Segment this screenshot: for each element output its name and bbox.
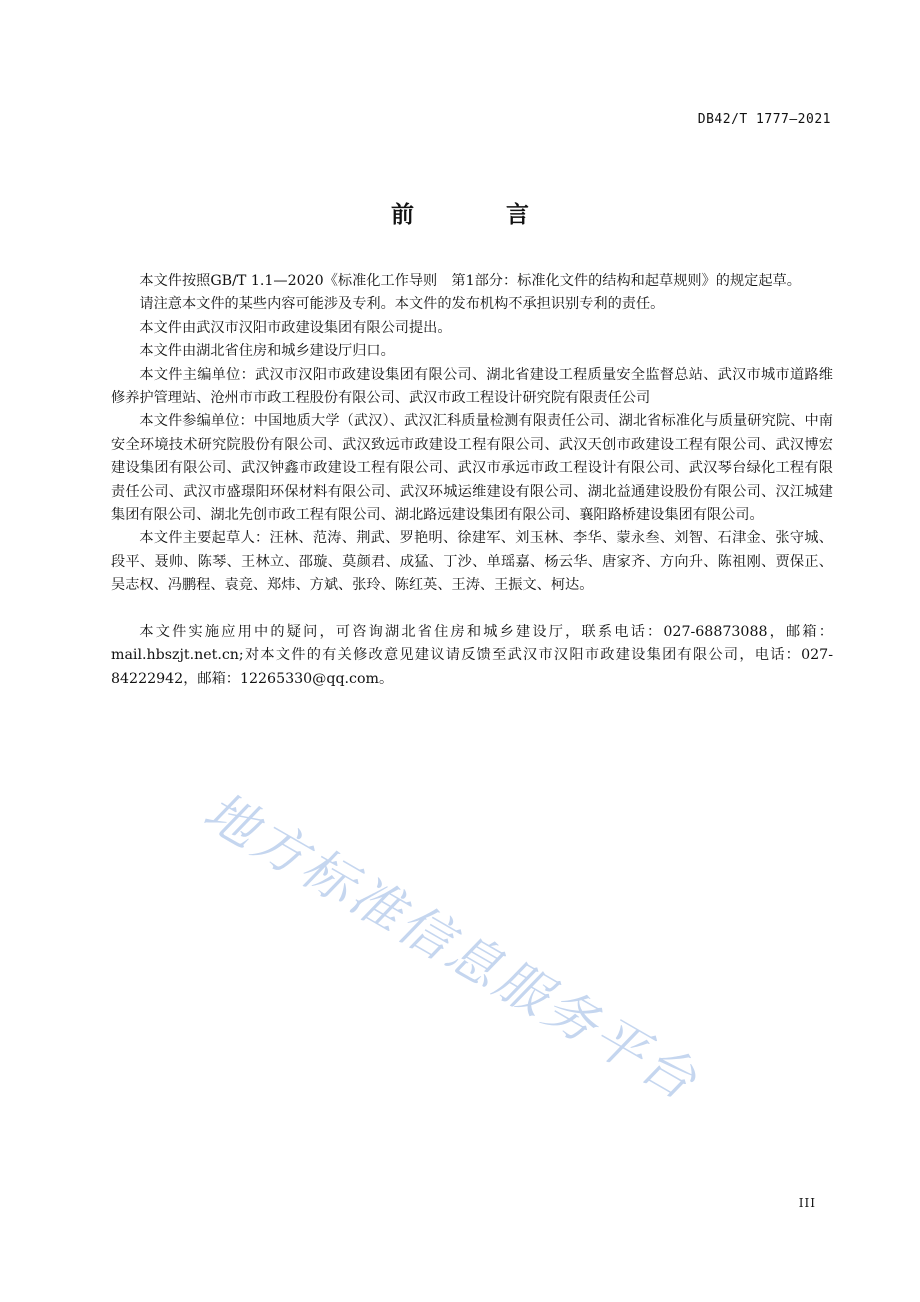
standard-code: DB42/T 1777—2021	[697, 112, 831, 127]
paragraph-patent-notice: 请注意本文件的某些内容可能涉及专利。本文件的发布机构不承担识别专利的责任。	[139, 296, 665, 313]
paragraph-administrator: 本文件由湖北省住房和城乡建设厅归口。	[139, 343, 395, 360]
document-body	[111, 270, 833, 691]
page-title: 前 言	[390, 202, 571, 228]
paragraph-drafters: 本文件主要起草人：汪林、范涛、荆武、罗艳明、徐建军、刘玉林、李华、蒙永叁、刘智、石津金、张守城、段平、聂帅、陈琴、王林立、邵璇、莫颜君、成猛、丁沙、单瑶嘉、杨云华、唐家齐、方向升、陈祖刚、贾保正、吴志权、冯鹏程、袁竞、郑炜、方斌、张玲、陈红英、王涛、王振文、柯达。	[111, 530, 833, 594]
watermark: 地方标准信息服务平台	[193, 781, 709, 1114]
paragraph-proposer: 本文件由武汉市汉阳市政建设集团有限公司提出。	[139, 319, 452, 336]
page-number: III	[798, 1196, 816, 1210]
paragraph-contact: 本文件实施应用中的疑问，可咨询湖北省住房和城乡建设厅，联系电话：027-68873088，邮箱：mail.hbszjt.net.cn;对本文件的有关修改意见建议请反馈至武汉市汉阳市政建设集团有限公司，电话：027-84222942，邮箱：12265330@qq.com。	[111, 623, 833, 687]
paragraph-participating-units: 本文件参编单位：中国地质大学（武汉）、武汉汇科质量检测有限责任公司、湖北省标准化与质量研究院、中南安全环境技术研究院股份有限公司、武汉致远市政建设工程有限公司、武汉天创市政建设工程有限公司、武汉博宏建设集团有限公司、武汉钟鑫市政建设工程有限公司、武汉市承远市政工程设计有限公司、武汉琴台绿化工程有限责任公司、武汉市盛璟阳环保材料有限公司、武汉环城运维建设有限公司、湖北益通建设股份有限公司、汉江城建集团有限公司、湖北先创市政工程有限公司、湖北路远建设集团有限公司、襄阳路桥建设集团有限公司。	[111, 413, 833, 524]
paragraph-drafting-rules: 本文件按照GB/T 1.1—2020《标准化工作导则 第1部分：标准化文件的结构和起草规则》的规定起草。	[139, 273, 801, 289]
paragraph-chief-units: 本文件主编单位：武汉市汉阳市政建设集团有限公司、湖北省建设工程质量安全监督总站、武汉市城市道路维修养护管理站、沧州市市政工程股份有限公司、武汉市政工程设计研究院有限责任公司	[111, 366, 833, 407]
